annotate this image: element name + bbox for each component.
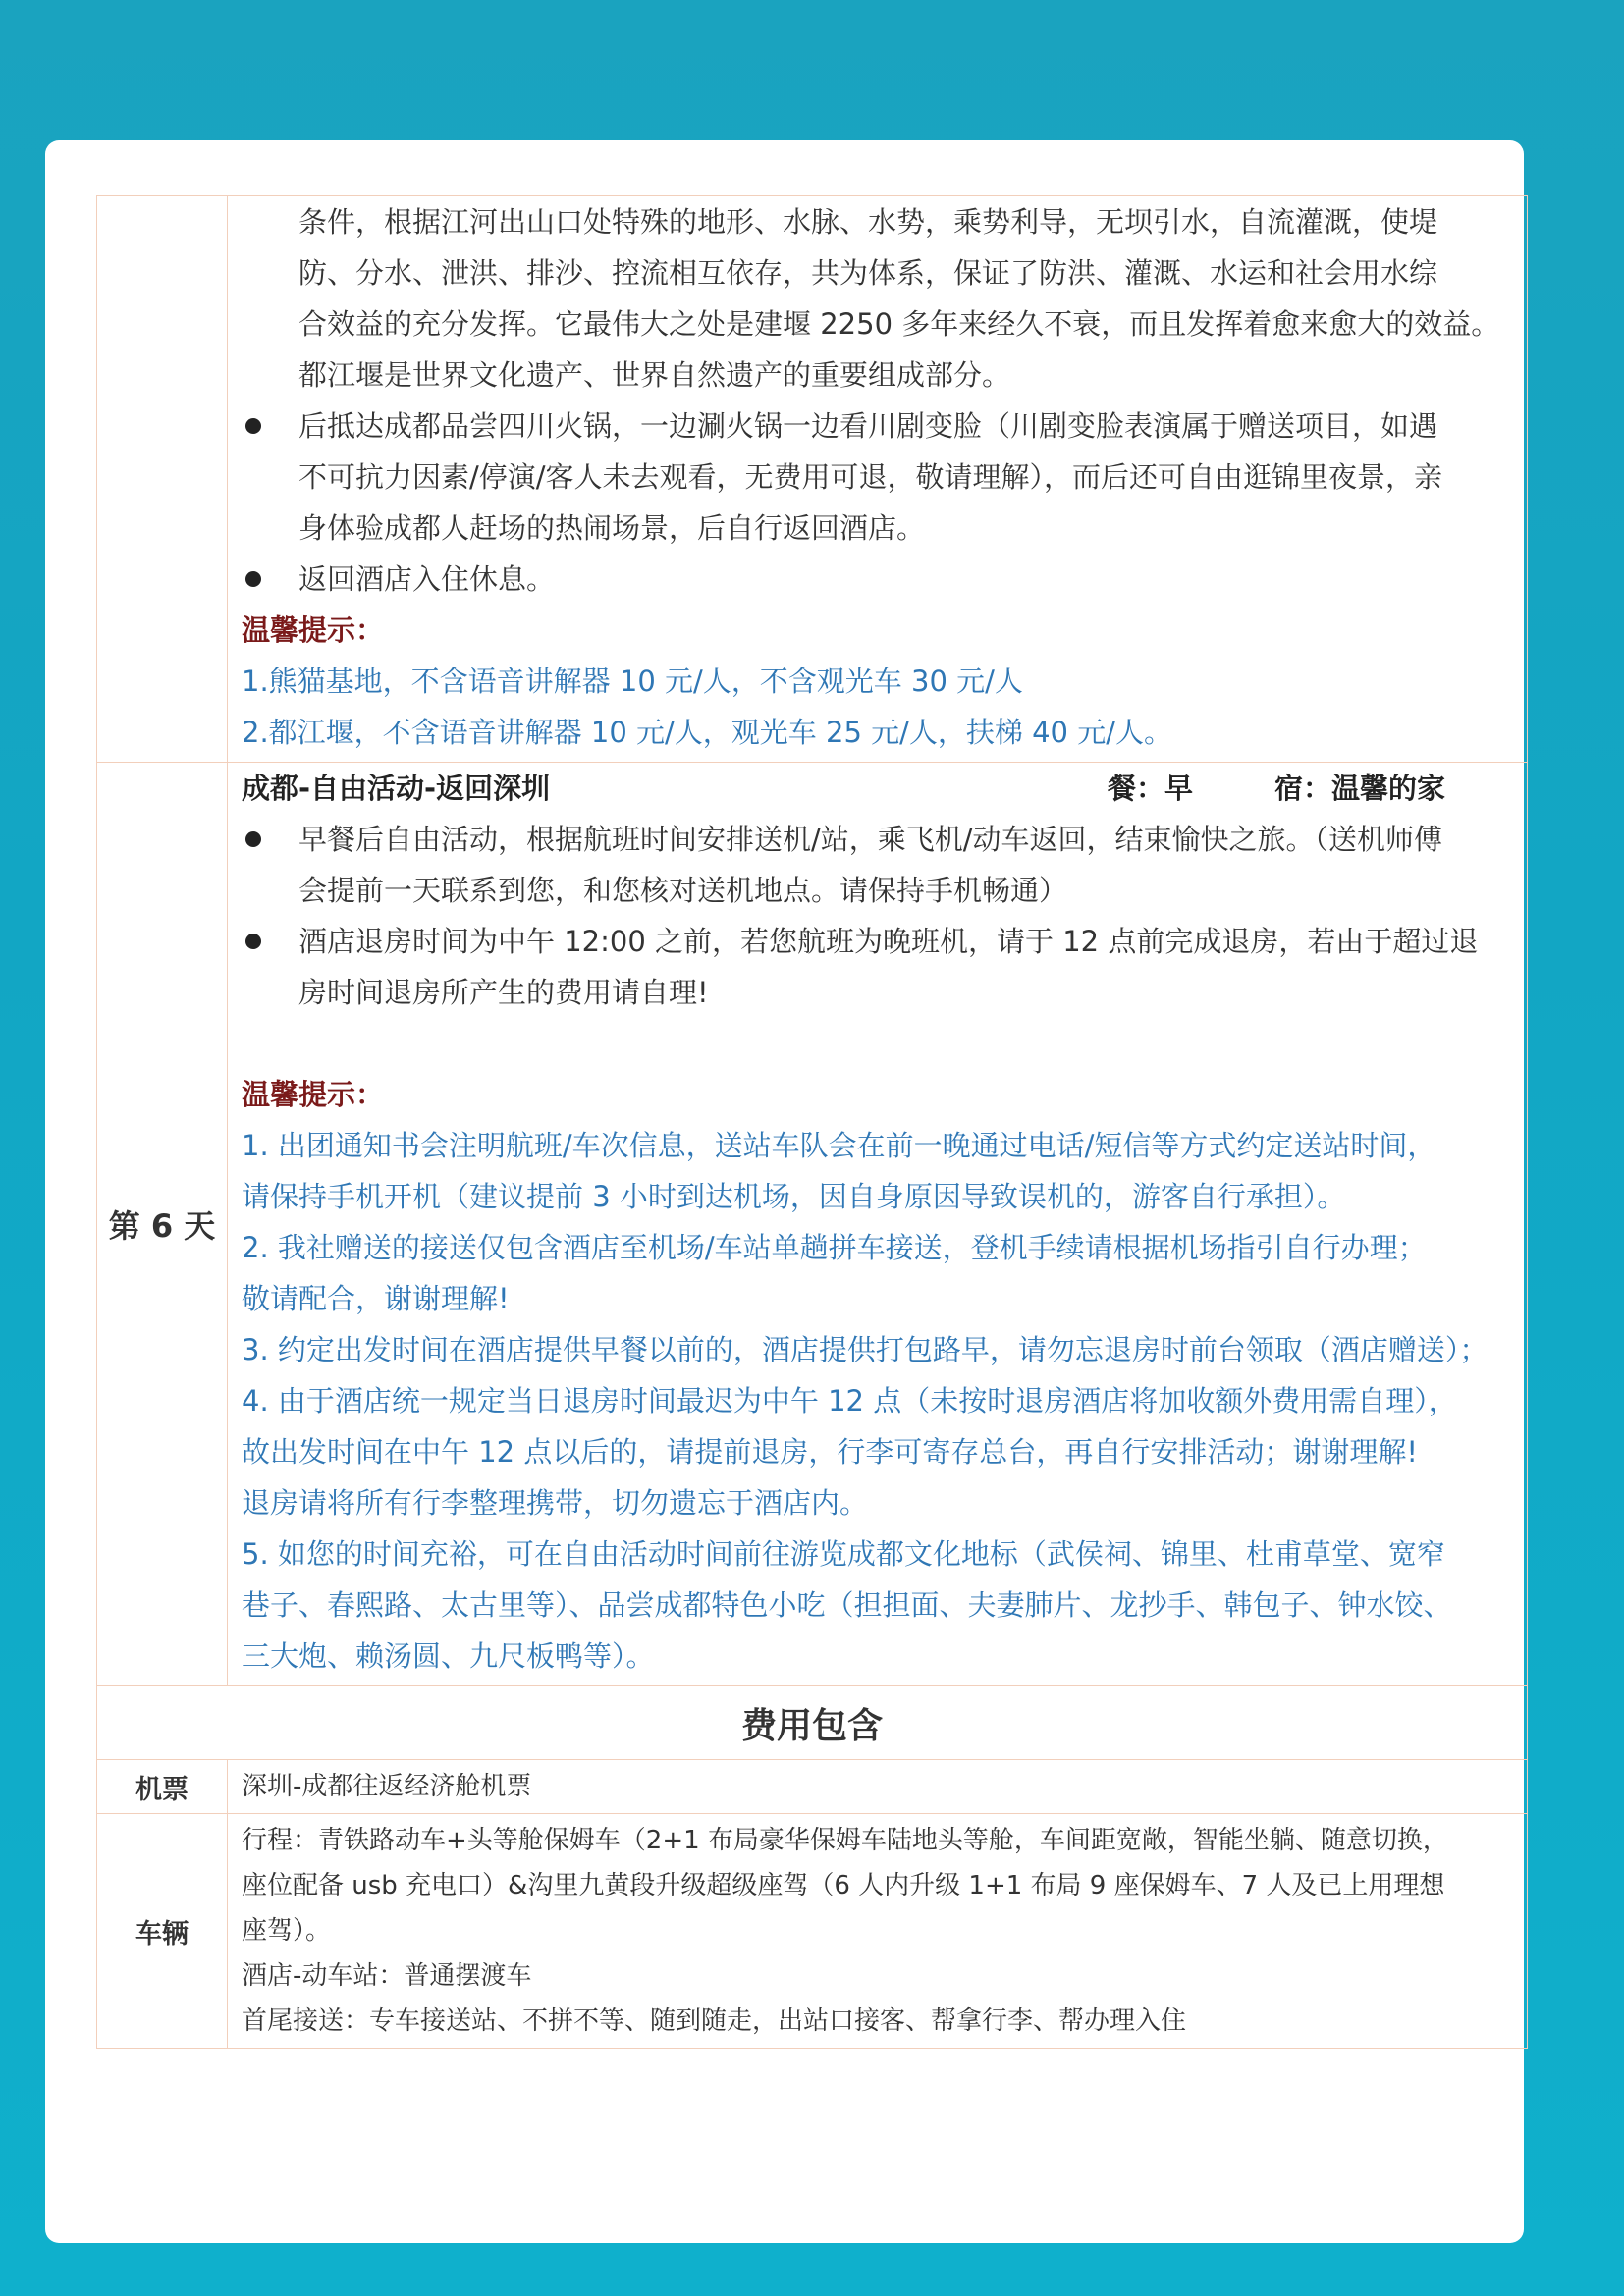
bullet-dot-icon (245, 934, 261, 949)
day6-row (97, 763, 1528, 1686)
cost-content (228, 1760, 1528, 1814)
text-line: 深圳-成都往返经济舱机票 (242, 1772, 532, 1801)
bullet-item (242, 814, 1517, 916)
text-line: 不可抗力因素/停演/客人未去观看，无费用可退，敬请理解），而后还可自由逛锦里夜景，亲 (298, 460, 1443, 494)
spacer (242, 1018, 1517, 1069)
day6-content (228, 763, 1528, 1686)
tip-line: 巷子、春熙路、太古里等）、品尝成都特色小吃（担担面、夫妻肺片、龙抄手、韩包子、钟水饺、 (242, 1588, 1452, 1622)
day6-header (242, 763, 1517, 814)
tip-line: 4. 由于酒店统一规定当日退房时间最迟为中午 12 点（未按时退房酒店将加收额外费用需自理）， (242, 1384, 1457, 1417)
bullet-dot-icon (245, 571, 261, 587)
text-line: 座位配备 usb 充电口）&沟里九黄段升级超级座驾（6 人内升级 1+1 布局 9 座保姆车、7 人及已上用理想 (242, 1871, 1445, 1900)
day5-row (97, 196, 1528, 763)
bullet-dot-icon (245, 418, 261, 434)
tip-line: 敬请配合，谢谢理解! (242, 1282, 510, 1315)
text-line: 首尾接送：专车接送站、不拼不等、随到随走，出站口接客、帮拿行李、帮办理入住 (242, 2006, 1187, 2036)
day5-label-cell (97, 196, 228, 763)
text-line: 酒店退房时间为中午 12:00 之前，若您航班为晚班机，请于 12 点前完成退房，若由于超过退 (298, 925, 1479, 958)
text-line: 后抵达成都品尝四川火锅，一边涮火锅一边看川剧变脸（川剧变脸表演属于赠送项目，如遇 (298, 409, 1438, 443)
bullet-item (242, 554, 1517, 605)
text-line: 都江堰是世界文化遗产、世界自然遗产的重要组成部分。 (298, 358, 1011, 392)
bullet-item (242, 916, 1517, 1018)
day6-label: 第 6 天 (97, 763, 228, 1686)
tip-line: 故出发时间在中午 12 点以后的，请提前退房，行李可寄存总台，再自行安排活动；谢谢理解! (242, 1435, 1418, 1468)
tip-line: 请保持手机开机（建议提前 3 小时到达机场，因自身原因导致误机的，游客自行承担）。 (242, 1180, 1346, 1213)
cost-content (228, 1814, 1528, 2049)
tip-line: 退房请将所有行李整理携带，切勿遗忘于酒店内。 (242, 1486, 869, 1520)
text-line: 座驾）。 (242, 1916, 332, 1946)
text-line: 返回酒店入住休息。 (298, 562, 556, 596)
cost-row-vehicle (97, 1814, 1528, 2049)
day5-content (228, 196, 1528, 763)
cost-label: 机票 (97, 1760, 228, 1814)
cost-row-airfare (97, 1760, 1528, 1814)
tip-title: 温馨提示： (242, 1078, 385, 1111)
document-page (45, 140, 1524, 2243)
text-line: 条件，根据江河出山口处特殊的地形、水脉、水势，乘势利导，无坝引水，自流灌溉，使堤 (298, 205, 1438, 239)
tip-line: 1.熊猫基地，不含语音讲解器 10 元/人，不含观光车 30 元/人 (242, 665, 1023, 698)
cost-title-row (97, 1686, 1528, 1760)
text-line: 酒店-动车站：普通摆渡车 (242, 1961, 532, 1991)
text-line: 早餐后自由活动，根据航班时间安排送机/站，乘飞机/动车返回，结束愉快之旅。（送机师傅 (298, 823, 1443, 856)
day6-stay: 宿：温馨的家 (1274, 772, 1446, 805)
tip-line: 5. 如您的时间充裕，可在自由活动时间前往游览成都文化地标（武侯祠、锦里、杜甫草堂、宽窄 (242, 1537, 1445, 1571)
bullet-item (242, 400, 1517, 554)
text-line: 合效益的充分发挥。它最伟大之处是建堰 2250 多年来经久不衰，而且发挥着愈来愈大的效益。 (298, 307, 1500, 341)
text-line: 行程：青铁路动车+头等舱保姆车（2+1 布局豪华保姆车陆地头等舱，车间距宽敞，智能坐躺、随意切换， (242, 1826, 1448, 1855)
tip-line: 3. 约定出发时间在酒店提供早餐以前的，酒店提供打包路早，请勿忘退房时前台领取（酒店赠送）； (242, 1333, 1489, 1366)
tip-line: 2. 我社赠送的接送仅包含酒店至机场/车站单趟拼车接送，登机手续请根据机场指引自行办理； (242, 1231, 1427, 1264)
cost-label: 车辆 (97, 1814, 228, 2049)
tip-line: 1. 出团通知书会注明航班/车次信息，送站车队会在前一晚通过电话/短信等方式约定送站时间， (242, 1129, 1436, 1162)
cost-section-title: 费用包含 (97, 1686, 1528, 1760)
bullet-dot-icon (245, 831, 261, 847)
tip-line: 2.都江堰，不含语音讲解器 10 元/人，观光车 25 元/人，扶梯 40 元/人。 (242, 716, 1172, 749)
day6-meal: 餐：早 (1108, 772, 1194, 805)
tip-line: 三大炮、赖汤圆、九尺板鸭等）。 (242, 1639, 655, 1673)
text-line: 身体验成都人赶场的热闹场景，后自行返回酒店。 (298, 511, 926, 545)
tip-title: 温馨提示： (242, 614, 385, 647)
text-line: 会提前一天联系到您，和您核对送机地点。请保持手机畅通） (298, 874, 1068, 907)
day6-route: 成都-自由活动-返回深圳 (242, 772, 551, 805)
itinerary-table (96, 195, 1528, 2049)
text-line: 防、分水、泄洪、排沙、控流相互依存，共为体系，保证了防洪、灌溉、水运和社会用水综 (298, 256, 1438, 290)
text-line: 房时间退房所产生的费用请自理! (298, 976, 709, 1009)
